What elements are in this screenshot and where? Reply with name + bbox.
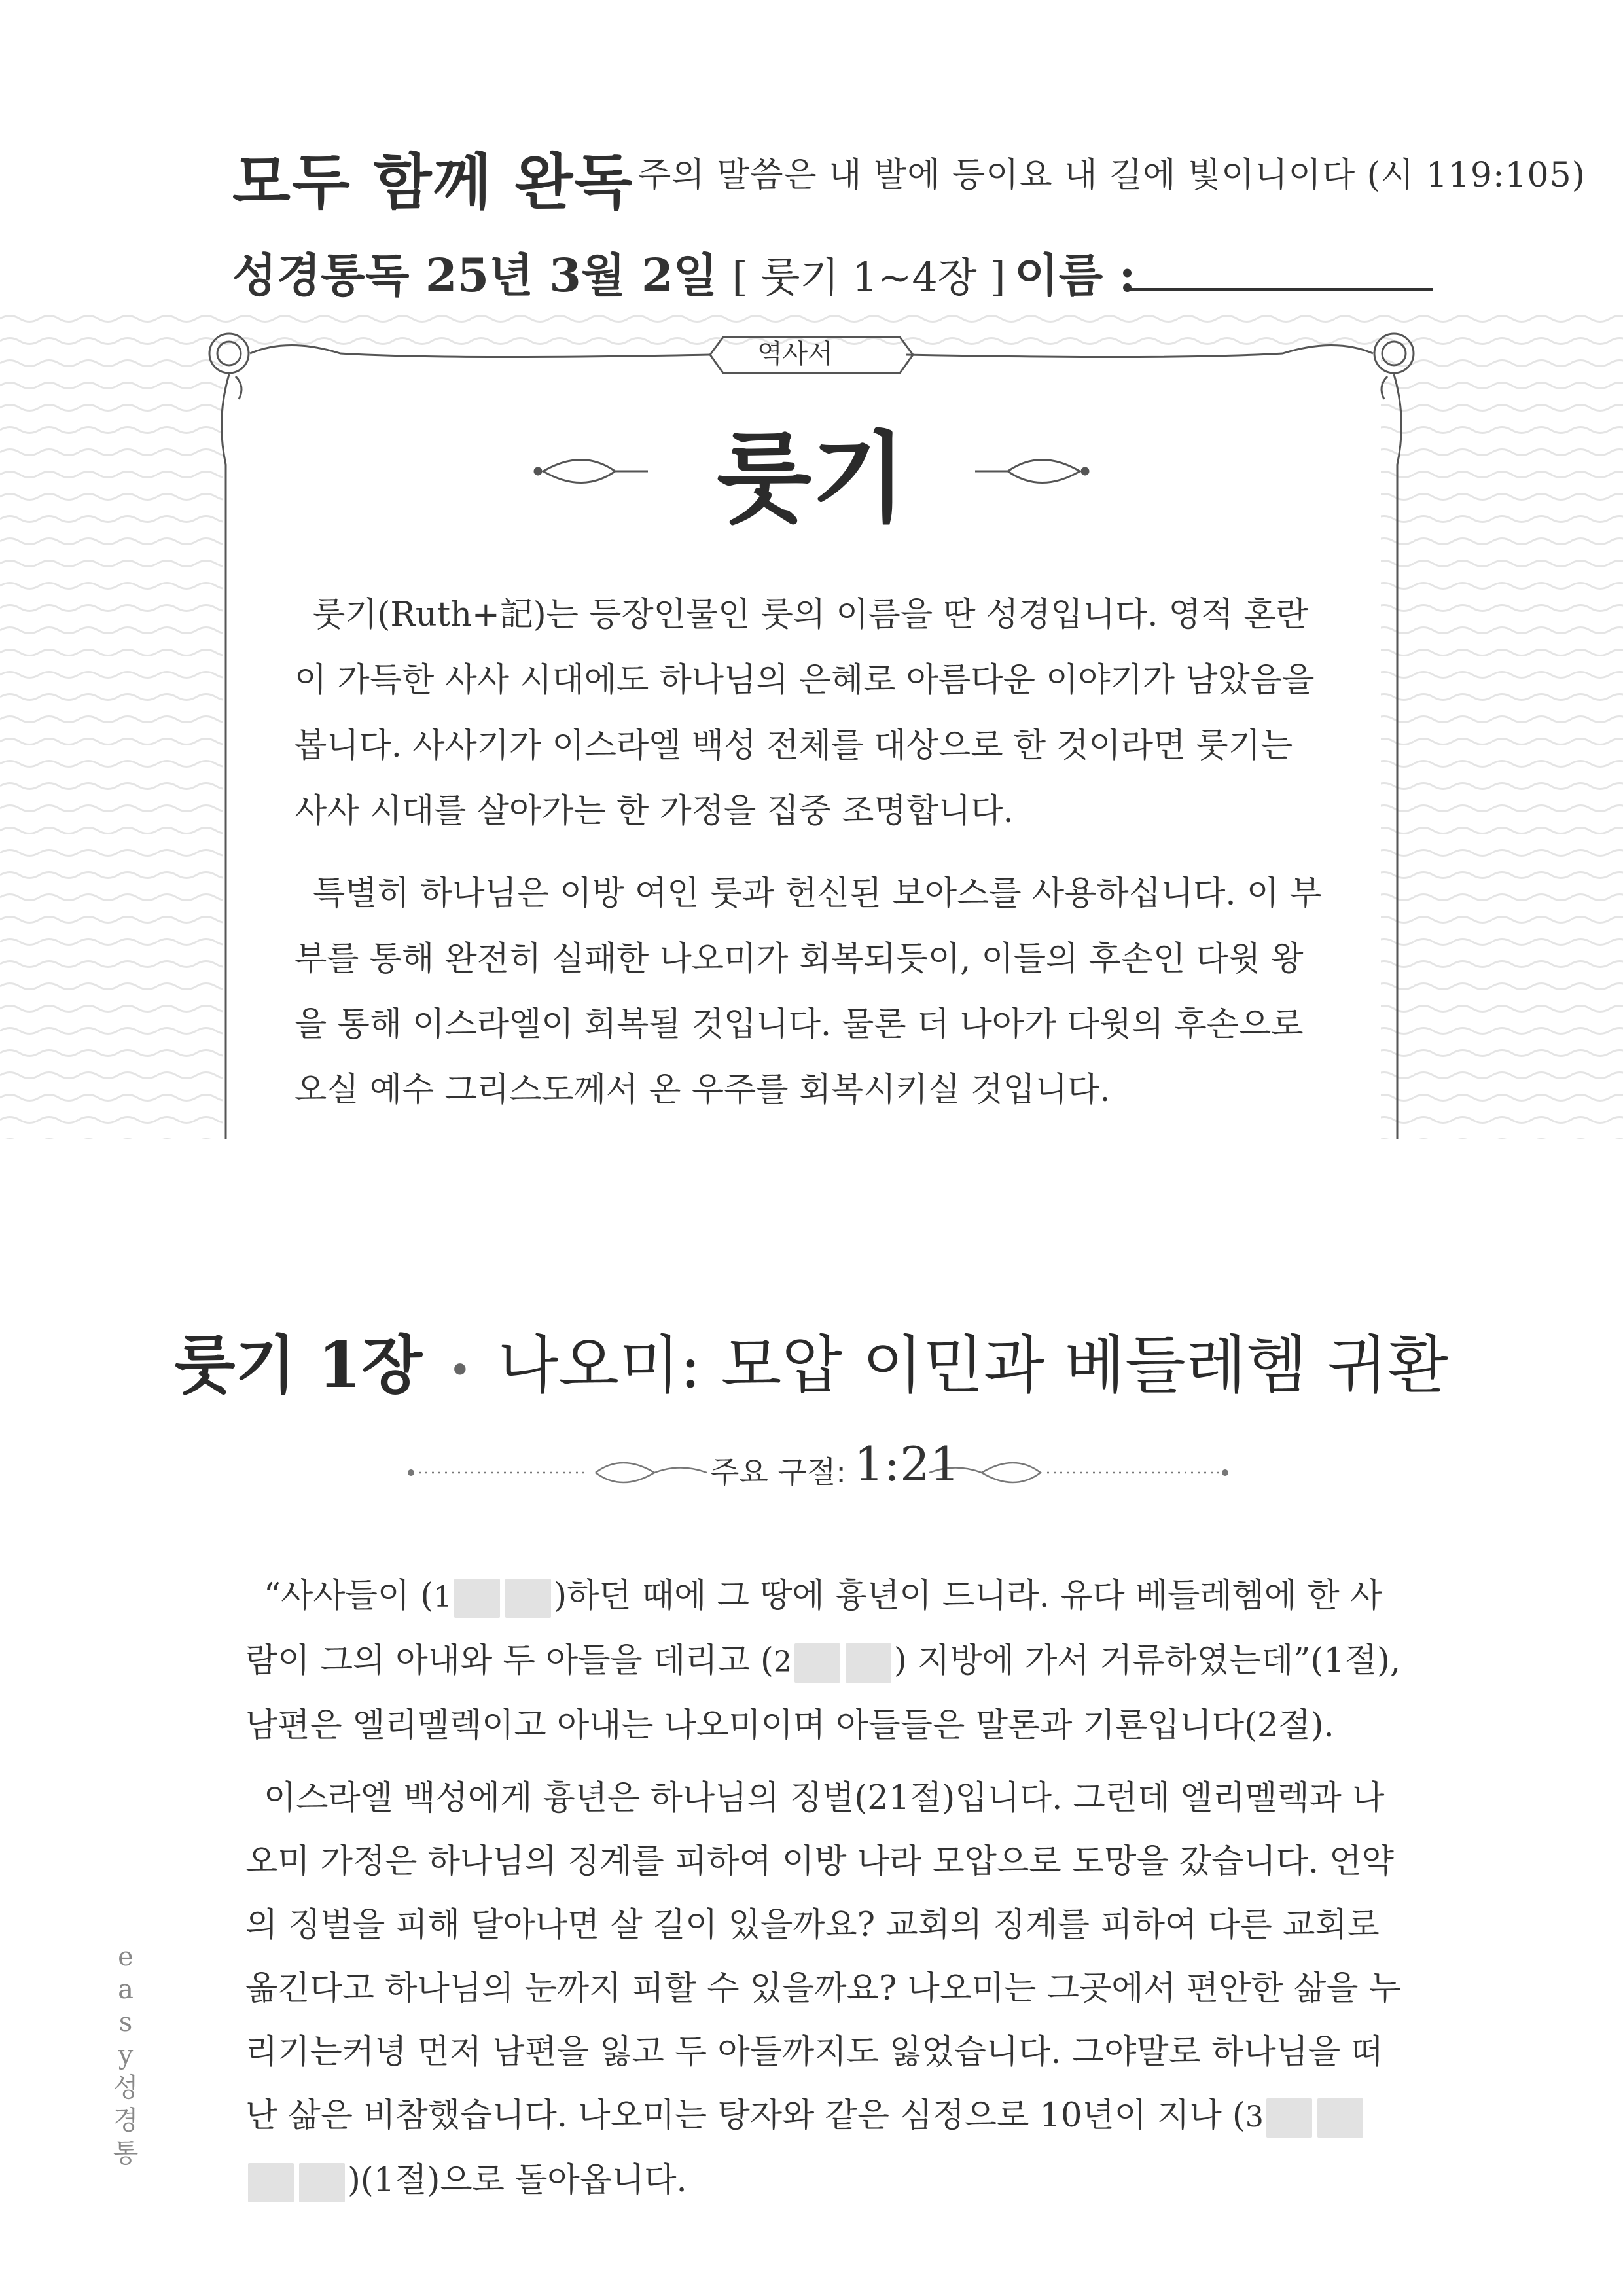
intro-paragraph: 특별히 하나님은 이방 여인 룻과 헌신된 보아스를 사용하십니다. 이 부부를 통해 완전히 실패한 나오미가 회복되듯이, 이들의 후손인 다윗 왕을 통해 이스라엘이 회복될 것입니다. 물론 더 나아가 다윗의 후손으로 오실 예수 그리스도께서 온 우주를 회복시키실 것입니다.: [294, 874, 1322, 1109]
category-tab: 역사서: [757, 339, 833, 369]
name-write-line[interactable]: [1126, 288, 1433, 291]
book-title: 룻기: [717, 421, 906, 536]
key-verse-reference: 1:21: [854, 1437, 960, 1492]
side-char: y: [118, 2040, 134, 2070]
book-introduction: [294, 583, 1335, 1140]
heading-separator-dot: •: [448, 1348, 472, 1393]
reading-date: 성경통독 25년 3월 2일: [232, 248, 718, 302]
chapter-heading: [131, 1316, 1492, 1405]
fill-in-blank[interactable]: [248, 2163, 294, 2202]
text-run: ) 지방에 가서 거류하였는데”(1절), 남편은 엘리멜렉이고 아내는 나오미이며 아들들은 말론과 기룐입니다(2절).: [245, 1641, 1401, 1745]
reading-date-line: [232, 239, 1006, 305]
body-paragraph: [245, 1564, 1404, 1757]
text-run: )하던 때에 그 땅에 흉년이 드니라. 유다 베들레헴에 한 사람이 그의 아내와 두 아들을 데리고 (: [245, 1577, 1383, 1680]
side-char: 통: [113, 2138, 139, 2168]
fill-in-blank[interactable]: [794, 1643, 840, 1683]
fill-in-blank[interactable]: [1266, 2098, 1312, 2138]
text-run: )(1절)으로 돌아옵니다.: [348, 2161, 687, 2200]
side-char: s: [118, 2007, 133, 2037]
fill-in-blank[interactable]: [505, 1579, 551, 1618]
motto-verse: 주의 말씀은 내 발에 등이요 내 길에 빛이니이다 (시 119:105): [638, 156, 1586, 195]
blank-number: 3: [1245, 2100, 1264, 2134]
fill-in-blank[interactable]: [299, 2163, 345, 2202]
title-flourish-right: [1008, 460, 1080, 483]
side-char: e: [118, 1942, 134, 1972]
side-char: 경: [113, 2106, 139, 2136]
name-label: 이름 :: [1014, 248, 1136, 302]
text-run: 이스라엘 백성에게 흉년은 하나님의 징벌(21절)입니다. 그런데 엘리멜렉과 나오미 가정은 하나님의 징계를 피하여 이방 나라 모압으로 도망을 갔습니다. 언약의 징벌을 피해 달아나면 살 길이 있을까요? 교회의 징계를 피하여 다른 교회로 옮긴다고 하나님의 눈까지 피할 수 있을까요? 나오미는 그곳에서 편안한 삶을 누리기는커녕 먼저 남편을 잃고 두 아들까지도 잃었습니다. 그야말로 하나님을 떠난 삶은 비참했습니다. 나오미는 탕자와 같은 심정으로 10년이 지나 (: [245, 1779, 1401, 2135]
body-paragraph: [245, 1767, 1404, 2212]
blank-number: 2: [773, 1645, 792, 1679]
fill-in-blank[interactable]: [1317, 2098, 1363, 2138]
right-corner-ornament: [1374, 334, 1414, 373]
side-char: 성: [113, 2073, 139, 2103]
fill-in-blank[interactable]: [846, 1643, 891, 1683]
reading-range: [ 룻기 1~4장 ]: [732, 253, 1006, 301]
left-corner-ornament: [209, 334, 249, 373]
side-brand-label: [113, 1941, 139, 2170]
title-flourish-left: [543, 460, 615, 483]
text-run: “사사들이 (: [264, 1577, 434, 1615]
chapter-label: 룻기 1장: [174, 1328, 423, 1402]
blank-number: 1: [433, 1581, 452, 1614]
intro-paragraph: 룻기(Ruth+記)는 등장인물인 룻의 이름을 딴 성경입니다. 영적 혼란이 가득한 사사 시대에도 하나님의 은혜로 아름다운 이야기가 남았음을 봅니다. 사사기가 이스라엘 백성 전체를 대상으로 한 것이라면 룻기는 사사 시대를 살아가는 한 가정을 집중 조명합니다.: [294, 596, 1315, 831]
chapter-body: [245, 1564, 1404, 2221]
side-char: a: [118, 1975, 134, 2005]
chapter-title: 나오미: 모압 이민과 베들레헴 귀환: [497, 1329, 1449, 1402]
fill-in-blank[interactable]: [454, 1579, 500, 1618]
key-verse-label: 주요 구절:: [710, 1454, 846, 1490]
group-title: 모두 함께 완독: [232, 147, 634, 217]
